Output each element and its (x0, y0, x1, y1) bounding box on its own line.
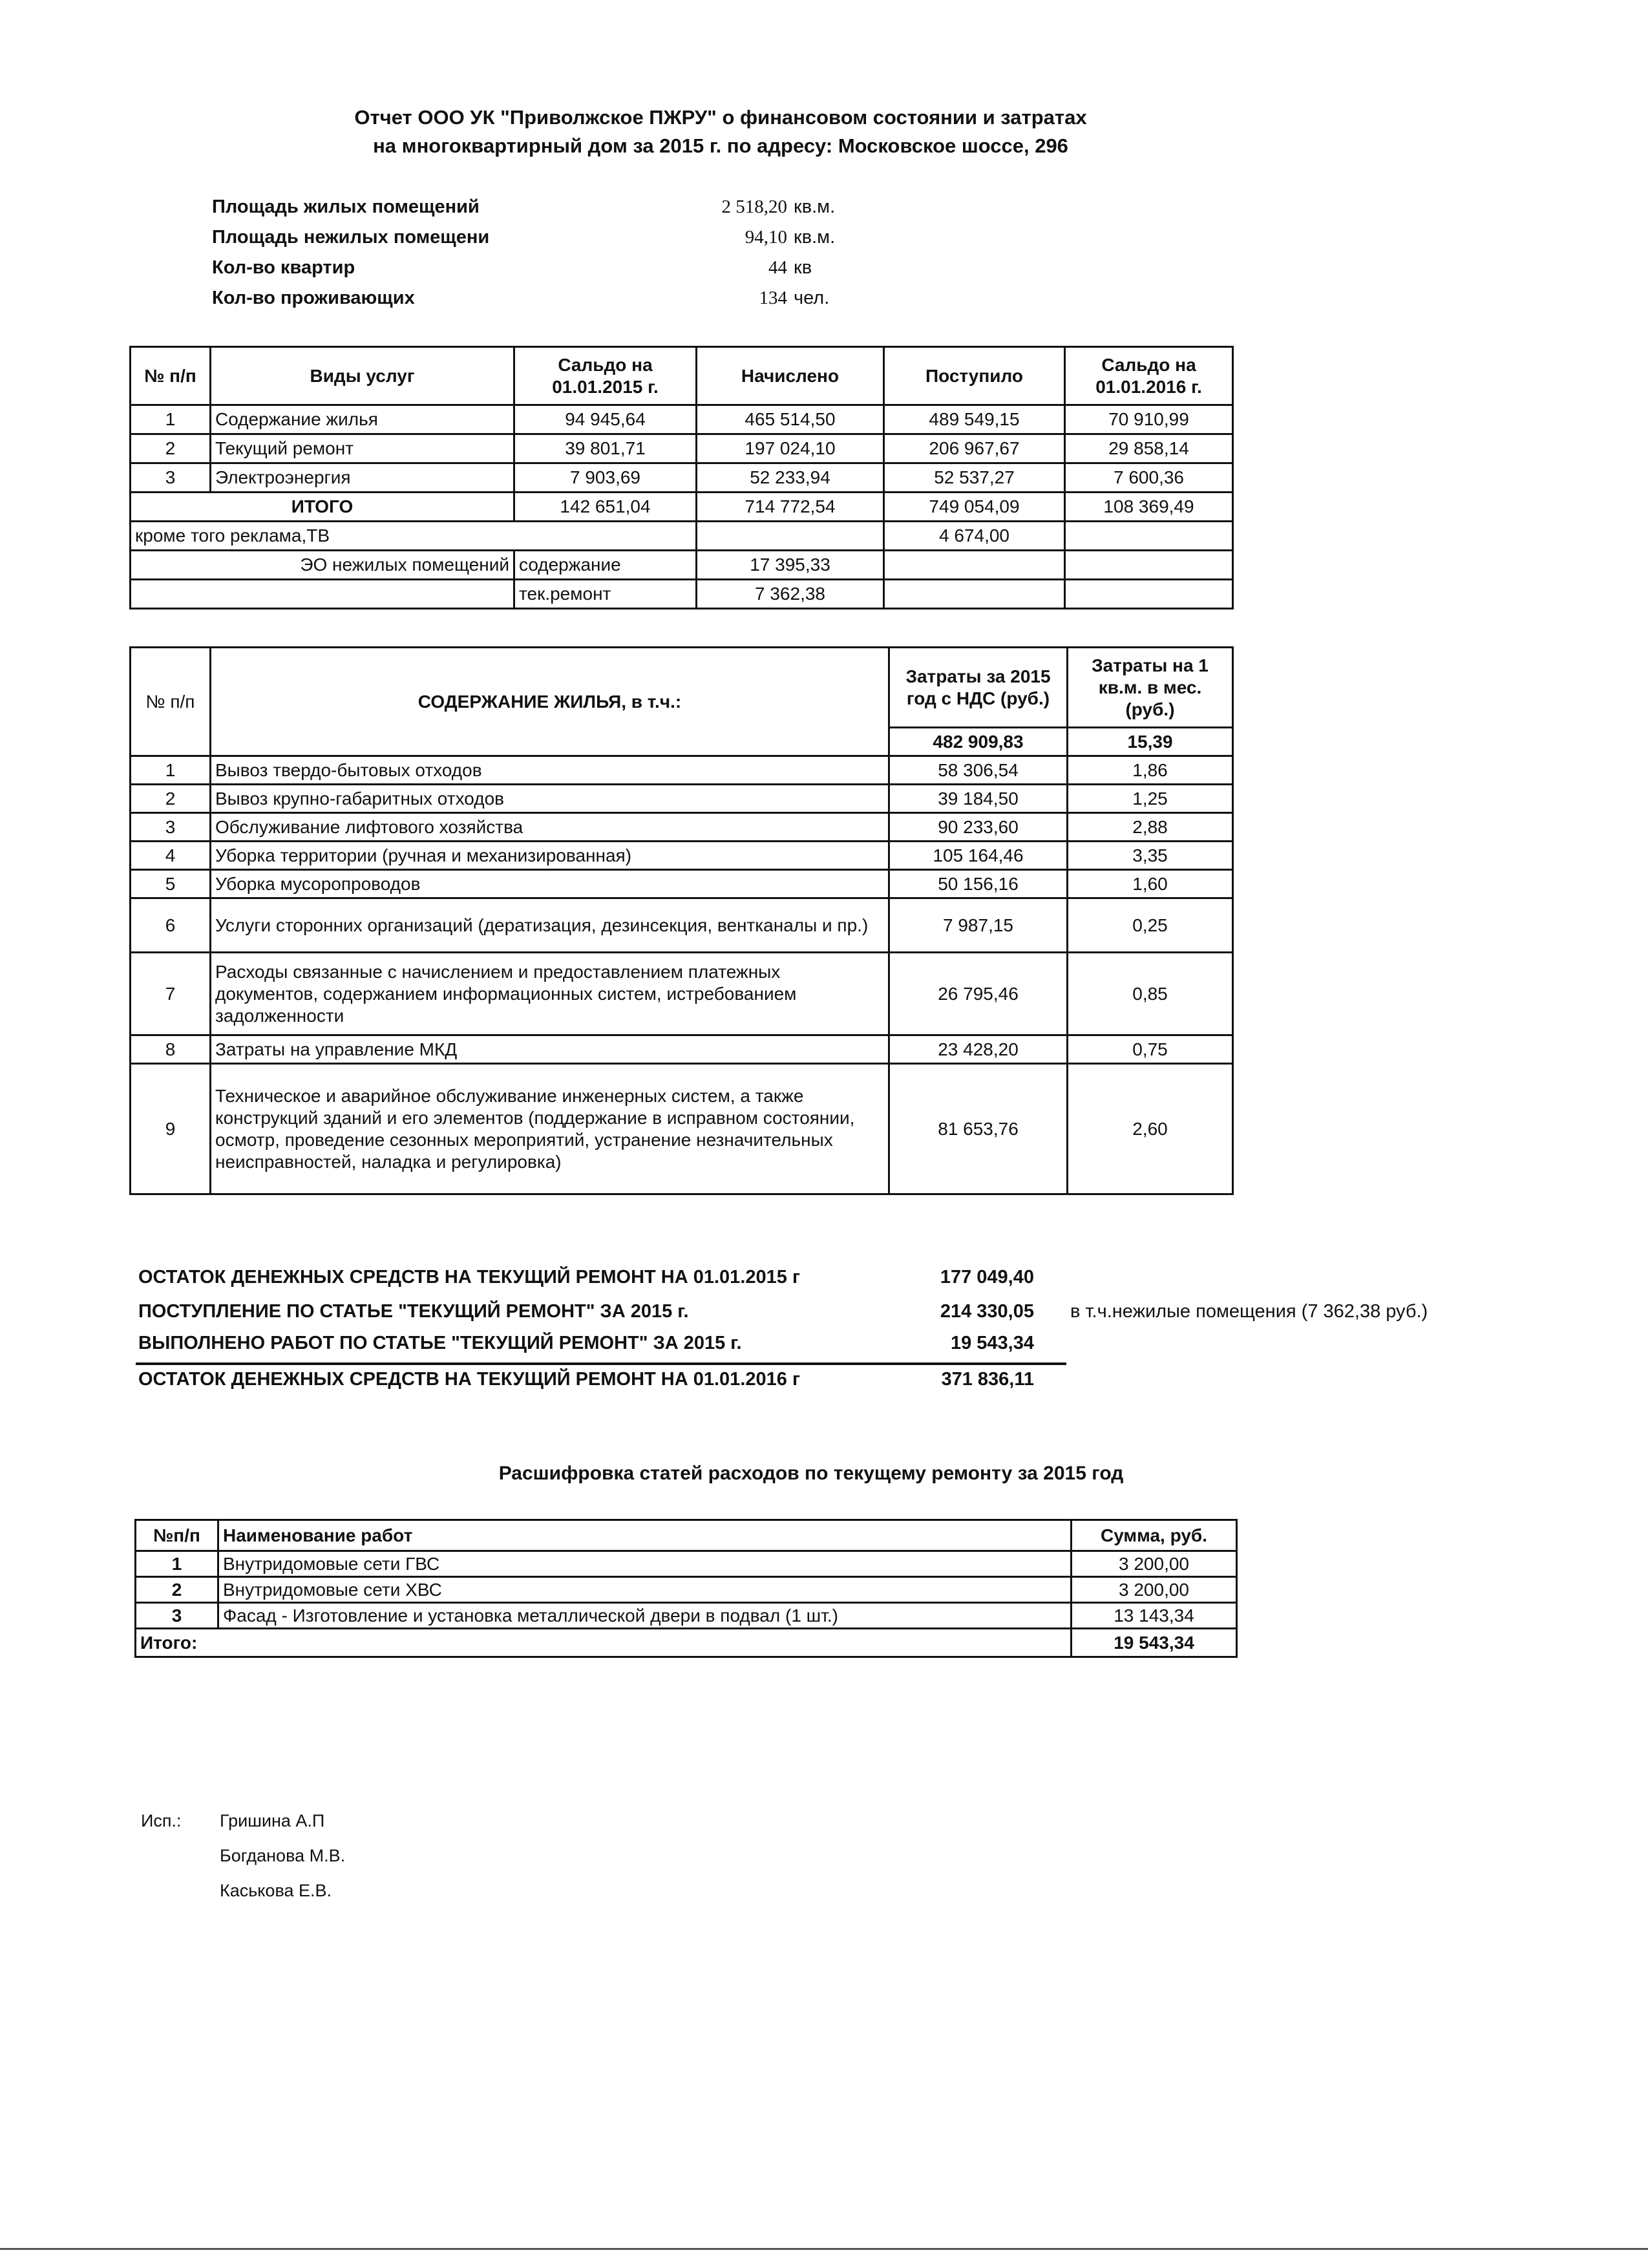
total-balance-start: 142 651,04 (514, 493, 697, 522)
cell-num: 2 (131, 785, 211, 813)
cell-num: 9 (131, 1064, 211, 1194)
report-title-line2: на многоквартирный дом за 2015 г. по адресу: Московское шоссе, 296 (373, 134, 1068, 157)
balance-end-value: 371 836,11 (941, 1369, 1034, 1390)
table-row (136, 1577, 1237, 1603)
info-value: 44 (768, 257, 787, 278)
cell-num: 3 (136, 1603, 218, 1629)
info-unit: кв.м. (794, 196, 836, 217)
advertising-value: 4 674,00 (884, 522, 1065, 551)
nonliving-repair-row (131, 580, 1233, 609)
page-edge-line (0, 2248, 1648, 2250)
divider-line (136, 1362, 1066, 1365)
info-unit: чел. (794, 288, 830, 308)
cell-per: 2,88 (1068, 813, 1233, 842)
empty-cell (884, 551, 1065, 580)
info-value: 134 (759, 288, 787, 308)
cell-balance-start: 39 801,71 (514, 434, 697, 463)
nonliving-sub-repair: тек.ремонт (514, 580, 697, 609)
header-balance-start: Сальдо на 01.01.2015 г. (514, 347, 697, 405)
executor-name: Гришина А.П (220, 1811, 325, 1830)
nonliving-sub-maintenance: содержание (514, 551, 697, 580)
nonliving-repair-value: 7 362,38 (697, 580, 884, 609)
table-row (131, 756, 1233, 785)
total-received: 749 054,09 (884, 493, 1065, 522)
nonliving-maintenance-row (131, 551, 1233, 580)
cell-per: 0,25 (1068, 898, 1233, 953)
cell-num: 1 (131, 756, 211, 785)
cell-cost: 7 987,15 (889, 898, 1068, 953)
cell-amount: 13 143,34 (1072, 1603, 1237, 1629)
cell-cost: 81 653,76 (889, 1064, 1068, 1194)
cell-name: Техническое и аварийное обслуживание инженерных систем, а также конструкций зданий и его элементов (поддержание в исправном состоянии, осмотр, проведение сезонных мероприятий, устранение незначительных неисправностей, наладка и регулировка) (211, 1064, 889, 1194)
table-total-row (131, 493, 1233, 522)
cell-charged: 197 024,10 (697, 434, 884, 463)
cell-charged: 465 514,50 (697, 405, 884, 434)
empty-cell (1065, 551, 1233, 580)
empty-cell (1065, 522, 1233, 551)
cell-service: Текущий ремонт (211, 434, 514, 463)
header-amount: Сумма, руб. (1072, 1520, 1237, 1551)
table-row (131, 870, 1233, 898)
repair-done-label: ВЫПОЛНЕНО РАБОТ ПО СТАТЬЕ "ТЕКУЩИЙ РЕМОНТ" ЗА 2015 г. (138, 1333, 742, 1353)
cell-per: 1,25 (1068, 785, 1233, 813)
table-row (136, 1603, 1237, 1629)
report-title-line1: Отчет ООО УК "Приволжское ПЖРУ" о финансовом состоянии и затратах (354, 106, 1087, 129)
cell-cost: 90 233,60 (889, 813, 1068, 842)
cell-num: 5 (131, 870, 211, 898)
header-work-name: Наименование работ (218, 1520, 1072, 1551)
advertising-row (131, 522, 1233, 551)
table-row (131, 405, 1233, 434)
advertising-label: кроме того реклама,ТВ (131, 522, 697, 551)
empty-cell (697, 522, 884, 551)
repair-breakdown-table (134, 1519, 1238, 1658)
header-service: Виды услуг (211, 347, 514, 405)
cell-name: Услуги сторонних организаций (дератизация, дезинсекция, вентканалы и пр.) (211, 898, 889, 953)
repair-income-label: ПОСТУПЛЕНИЕ ПО СТАТЬЕ "ТЕКУЩИЙ РЕМОНТ" ЗА 2015 г. (138, 1301, 689, 1322)
table-header-row (131, 347, 1233, 405)
cell-work-name: Фасад - Изготовление и установка металлической двери в подвал (1 шт.) (218, 1603, 1072, 1629)
cell-cost: 39 184,50 (889, 785, 1068, 813)
cell-received: 206 967,67 (884, 434, 1065, 463)
cell-num: 4 (131, 842, 211, 870)
table-row (131, 813, 1233, 842)
cell-name: Затраты на управление МКД (211, 1035, 889, 1064)
services-balance-table (129, 346, 1234, 609)
header-maintenance: СОДЕРЖАНИЕ ЖИЛЬЯ, в т.ч.: (211, 648, 889, 756)
cell-amount: 3 200,00 (1072, 1577, 1237, 1603)
cell-per: 0,85 (1068, 953, 1233, 1035)
cell-num: 7 (131, 953, 211, 1035)
cell-received: 489 549,15 (884, 405, 1065, 434)
info-value: 94,10 (745, 227, 787, 248)
table-row (131, 953, 1233, 1035)
cell-name: Вывоз крупно-габаритных отходов (211, 785, 889, 813)
cell-cost: 58 306,54 (889, 756, 1068, 785)
table-row (131, 463, 1233, 493)
executor-label: Исп.: (141, 1811, 182, 1830)
cell-name: Уборка мусоропроводов (211, 870, 889, 898)
cell-service: Электроэнергия (211, 463, 514, 493)
repair-done-value: 19 543,34 (950, 1333, 1034, 1353)
table-row (131, 898, 1233, 953)
nonliving-note: в т.ч.нежилые помещения (7 362,38 руб.) (1070, 1301, 1428, 1322)
header-cost-per-sqm: Затраты на 1 кв.м. в мес. (руб.) (1068, 648, 1233, 728)
cell-num: 3 (131, 813, 211, 842)
cell-num: 3 (131, 463, 211, 493)
info-label: Кол-во проживающих (212, 288, 415, 308)
info-value: 2 518,20 (721, 196, 787, 217)
header-num: №п/п (136, 1520, 218, 1551)
nonliving-label: ЭО нежилых помещений (131, 551, 514, 580)
cell-per: 2,60 (1068, 1064, 1233, 1194)
cell-charged: 52 233,94 (697, 463, 884, 493)
table-row (131, 434, 1233, 463)
cell-received: 52 537,27 (884, 463, 1065, 493)
cell-balance-end: 29 858,14 (1065, 434, 1233, 463)
table-header-row (131, 648, 1233, 728)
cell-num: 2 (131, 434, 211, 463)
info-unit: кв (794, 257, 812, 278)
cell-num: 1 (131, 405, 211, 434)
info-label: Кол-во квартир (212, 257, 355, 278)
empty-cell (131, 580, 514, 609)
info-label: Площадь жилых помещений (212, 196, 480, 217)
cell-service: Содержание жилья (211, 405, 514, 434)
header-balance-end: Сальдо на 01.01.2016 г. (1065, 347, 1233, 405)
maintenance-costs-table (129, 646, 1234, 1195)
info-label: Площадь нежилых помещени (212, 227, 490, 248)
header-charged: Начислено (697, 347, 884, 405)
repair-income-value: 214 330,05 (940, 1301, 1034, 1322)
cell-per: 1,86 (1068, 756, 1233, 785)
total-charged: 714 772,54 (697, 493, 884, 522)
cell-num: 8 (131, 1035, 211, 1064)
cell-balance-end: 7 600,36 (1065, 463, 1233, 493)
cell-balance-start: 94 945,64 (514, 405, 697, 434)
balance-end-label: ОСТАТОК ДЕНЕЖНЫХ СРЕДСТВ НА ТЕКУЩИЙ РЕМОНТ НА 01.01.2016 г (138, 1369, 801, 1390)
cell-name: Уборка территории (ручная и механизированная) (211, 842, 889, 870)
cell-cost: 105 164,46 (889, 842, 1068, 870)
cell-name: Обслуживание лифтового хозяйства (211, 813, 889, 842)
nonliving-maintenance-value: 17 395,33 (697, 551, 884, 580)
cell-per: 0,75 (1068, 1035, 1233, 1064)
info-unit: кв.м. (794, 227, 836, 248)
total-label: ИТОГО (131, 493, 514, 522)
cell-balance-start: 7 903,69 (514, 463, 697, 493)
table-total-row (136, 1629, 1237, 1657)
total-annual-cost: 482 909,83 (889, 728, 1068, 756)
header-received: Поступило (884, 347, 1065, 405)
cell-num: 2 (136, 1577, 218, 1603)
table-header-row (136, 1520, 1237, 1551)
balance-start-value: 177 049,40 (940, 1267, 1034, 1288)
cell-per: 3,35 (1068, 842, 1233, 870)
header-num: № п/п (131, 648, 211, 756)
total-amount: 19 543,34 (1072, 1629, 1237, 1657)
balance-start-label: ОСТАТОК ДЕНЕЖНЫХ СРЕДСТВ НА ТЕКУЩИЙ РЕМОНТ НА 01.01.2015 г (138, 1267, 801, 1288)
total-balance-end: 108 369,49 (1065, 493, 1233, 522)
table-row (136, 1551, 1237, 1577)
cell-work-name: Внутридомовые сети ХВС (218, 1577, 1072, 1603)
total-label: Итого: (136, 1629, 1072, 1657)
empty-cell (1065, 580, 1233, 609)
repair-breakdown-title: Расшифровка статей расходов по текущему ремонту за 2015 год (498, 1463, 1124, 1484)
table-row (131, 785, 1233, 813)
header-num: № п/п (131, 347, 211, 405)
cell-num: 1 (136, 1551, 218, 1577)
executor-name: Богданова М.В. (220, 1846, 346, 1865)
cell-cost: 26 795,46 (889, 953, 1068, 1035)
cell-num: 6 (131, 898, 211, 953)
table-row (131, 1035, 1233, 1064)
cell-name: Вывоз твердо-бытовых отходов (211, 756, 889, 785)
cell-cost: 23 428,20 (889, 1035, 1068, 1064)
header-annual-cost: Затраты за 2015 год с НДС (руб.) (889, 648, 1068, 728)
cell-amount: 3 200,00 (1072, 1551, 1237, 1577)
cell-balance-end: 70 910,99 (1065, 405, 1233, 434)
cell-per: 1,60 (1068, 870, 1233, 898)
total-cost-per-sqm: 15,39 (1068, 728, 1233, 756)
cell-name: Расходы связанные с начислением и предоставлением платежных документов, содержанием информационных систем, истребованием задолженности (211, 953, 889, 1035)
executor-name: Каськова Е.В. (220, 1881, 332, 1900)
cell-work-name: Внутридомовые сети ГВС (218, 1551, 1072, 1577)
empty-cell (884, 580, 1065, 609)
table-row (131, 842, 1233, 870)
cell-cost: 50 156,16 (889, 870, 1068, 898)
table-row (131, 1064, 1233, 1194)
